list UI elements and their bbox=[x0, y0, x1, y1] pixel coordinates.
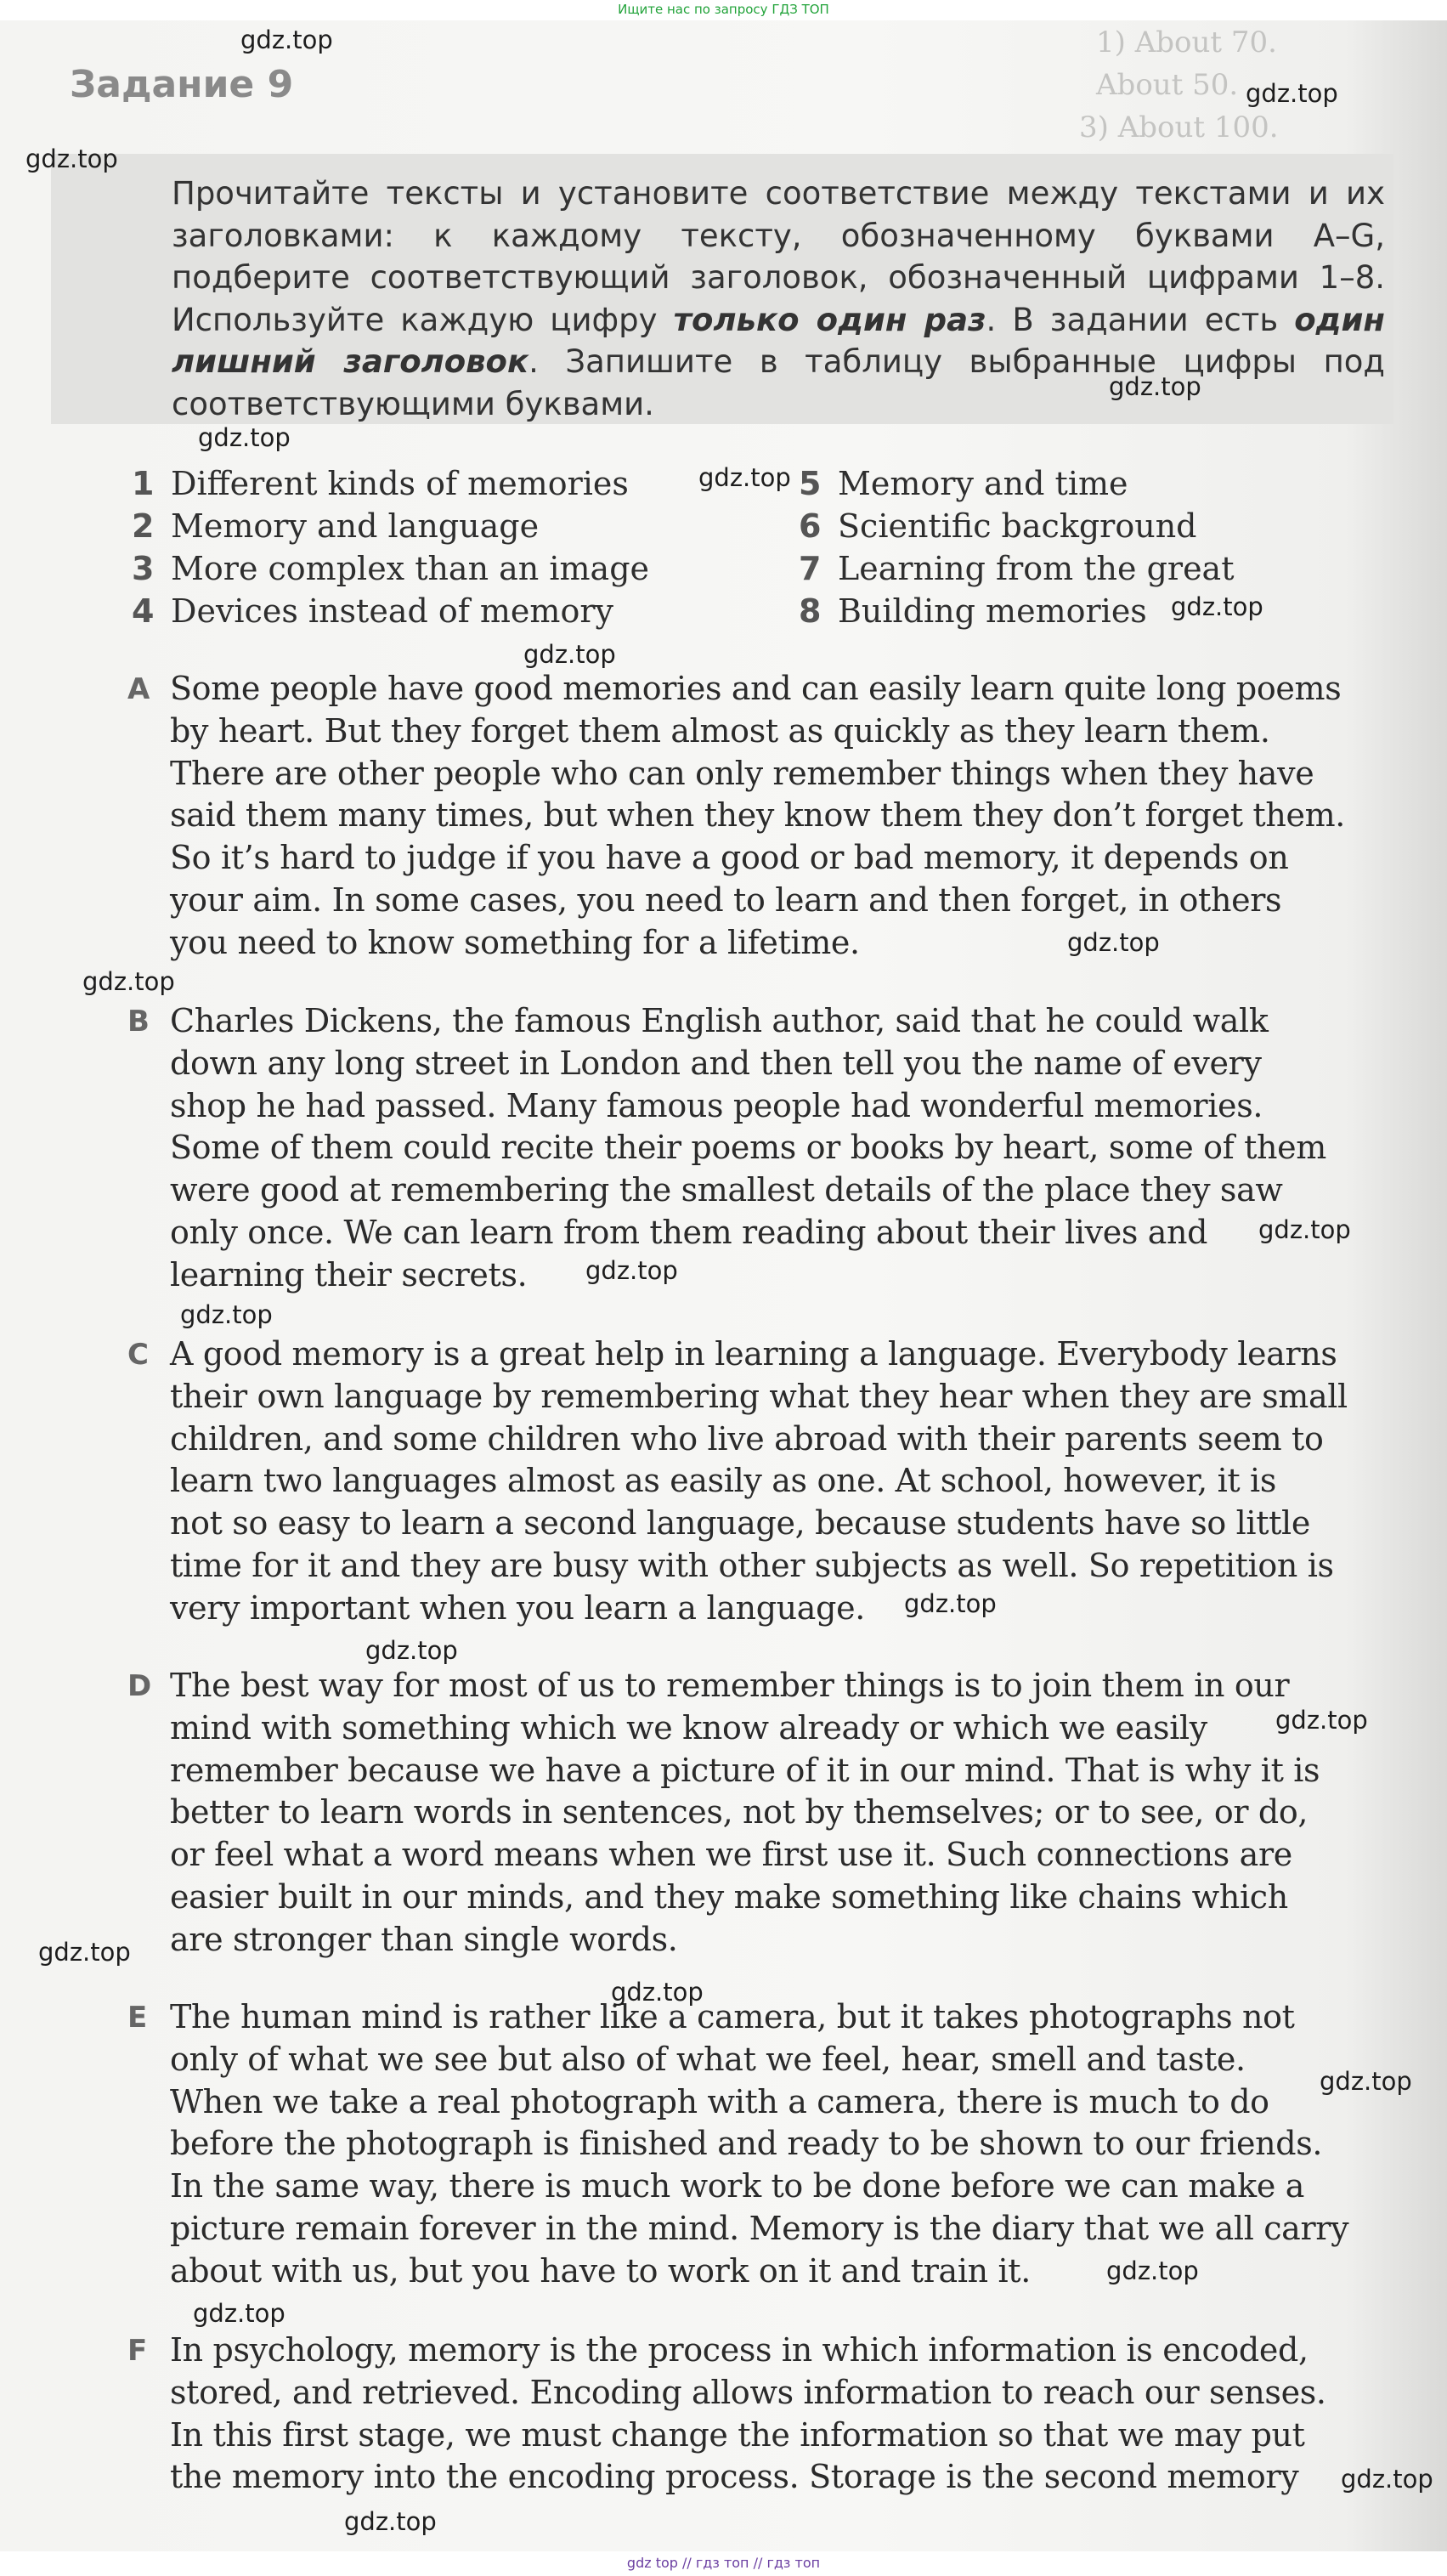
passage-text: The best way for most of us to remember things is to join them in our mind with something which we know already or which we easily remember because we have a picture of it in our mind. That is why it is better to learn words in sentences, not by themselves; or to see, or do, or feel what a word means when we first use it. Such connections are easier built in our minds, and they make something like chains which are stronger than single words. bbox=[170, 1667, 1320, 1958]
watermark: gdz.top bbox=[523, 640, 616, 669]
watermark: gdz.top bbox=[1320, 2067, 1412, 2096]
bleed-through-text: 1) About 70. bbox=[1096, 25, 1277, 59]
passage-a bbox=[127, 668, 1393, 965]
passage-text: Some people have good memories and can easily learn quite long poems by heart. But they forget them almost as quickly as they learn them. There are other people who can only remember things when they have said them many times, but when they know them they don’t forget them. So it’s hard to judge if you have a good or bad memory, it depends on your aim. In some cases, you need to learn and then forget, in others you need to know something for a lifetime. bbox=[170, 670, 1346, 961]
bleed-through-text: 3) About 100. bbox=[1079, 110, 1279, 144]
passage-letter: D bbox=[127, 1669, 152, 1703]
heading-item: 4 Devices instead of memory bbox=[132, 592, 613, 630]
passage-text: In psychology, memory is the process in which information is encoded, stored, and retrieved. Encoding allows information to reach our senses. In this first stage, we must change the information so that we may put the memory into the encoding process. Storage is the second memory bbox=[170, 2331, 1326, 2496]
passage-f bbox=[127, 2330, 1393, 2499]
watermark: gdz.top bbox=[198, 423, 291, 452]
passage-letter: A bbox=[127, 672, 150, 706]
watermark: gdz.top bbox=[38, 1938, 131, 1967]
passage-text: Charles Dickens, the famous English author, said that he could walk down any long street in London and then tell you the name of every shop he had passed. Many famous people had wonderful memories. Some of them could recite their poems or books by heart, some of them were good at remembering the smallest details of the place they saw only once. We can learn from them reading about their lives and learning their secrets. bbox=[170, 1002, 1326, 1294]
watermark: gdz.top bbox=[1067, 928, 1160, 957]
watermark: gdz.top bbox=[585, 1256, 678, 1285]
watermark: gdz.top bbox=[1275, 1706, 1368, 1735]
watermark: gdz.top bbox=[1258, 1215, 1351, 1244]
task-title: Задание 9 bbox=[70, 63, 294, 106]
watermark: gdz.top bbox=[904, 1589, 997, 1618]
heading-item: 6 Scientific background bbox=[799, 507, 1197, 545]
passage-e bbox=[127, 1996, 1393, 2293]
heading-item: 8 Building memories bbox=[799, 592, 1147, 630]
passage-c bbox=[127, 1333, 1393, 1630]
passage-letter: F bbox=[127, 2334, 148, 2368]
watermark: gdz.top bbox=[698, 463, 791, 492]
watermark: gdz.top bbox=[240, 25, 333, 54]
passage-letter: C bbox=[127, 1338, 149, 1372]
heading-item: 1 Different kinds of memories bbox=[132, 465, 629, 502]
heading-item: 7 Learning from the great bbox=[799, 550, 1235, 587]
watermark: gdz.top bbox=[344, 2507, 437, 2536]
watermark: gdz.top bbox=[611, 1978, 704, 2007]
watermark: gdz.top bbox=[1171, 592, 1263, 621]
watermark: gdz.top bbox=[1341, 2465, 1433, 2494]
top-banner[interactable]: Ищите нас по запросу ГДЗ ТОП bbox=[618, 2, 829, 17]
passage-d bbox=[127, 1665, 1393, 1962]
scanned-page bbox=[0, 20, 1447, 2551]
passage-text: A good memory is a great help in learning a language. Everybody learns their own language by remembering what they hear when they are small children, and some children who live abroad with their parents seem to learn two languages almost as easily as one. At school, however, it is not so easy to learn a second language, because students have so little time for it and they are busy with other subjects as well. So repetition is very important when you learn a language. bbox=[170, 1335, 1348, 1627]
bleed-through-text: About 50. bbox=[1096, 68, 1239, 102]
bottom-banner[interactable]: gdz top // гдз топ // гдз топ bbox=[626, 2555, 821, 2571]
watermark: gdz.top bbox=[1109, 372, 1201, 401]
watermark: gdz.top bbox=[180, 1300, 273, 1329]
passage-text: The human mind is rather like a camera, but it takes photographs not only of what we see but also of what we feel, hear, smell and taste. When we take a real photograph with a camera, there is much to do before the photograph is finished and ready to be shown to our friends. In the same way, there is much work to be done before we can make a picture remain forever in the mind. Memory is the diary that we all carry about with us, but you have to work on it and train it. bbox=[170, 1998, 1349, 2290]
passage-letter: B bbox=[127, 1005, 150, 1039]
passage-letter: E bbox=[127, 2001, 148, 2035]
watermark: gdz.top bbox=[82, 967, 175, 996]
heading-item: 2 Memory and language bbox=[132, 507, 540, 545]
watermark: gdz.top bbox=[1246, 79, 1338, 108]
instructions-text: Прочитайте тексты и установите соответствие между текстами и их заголовками: к каждому тексту, обозначенному буквами A–G, подберите соответствующий заголовок, обозначенный цифрами 1–8. Используйте каждую цифру только один раз. В задании есть один лишний заголовок. Запишите в таблицу выбранные цифры под соответствующими буквами. bbox=[172, 175, 1385, 422]
watermark: gdz.top bbox=[193, 2299, 285, 2328]
passage-b bbox=[127, 1000, 1393, 1297]
watermark: gdz.top bbox=[1106, 2256, 1199, 2285]
heading-item: 5 Memory and time bbox=[799, 465, 1128, 502]
watermark: gdz.top bbox=[25, 144, 118, 173]
heading-item: 3 More complex than an image bbox=[132, 550, 650, 587]
watermark: gdz.top bbox=[365, 1636, 458, 1665]
